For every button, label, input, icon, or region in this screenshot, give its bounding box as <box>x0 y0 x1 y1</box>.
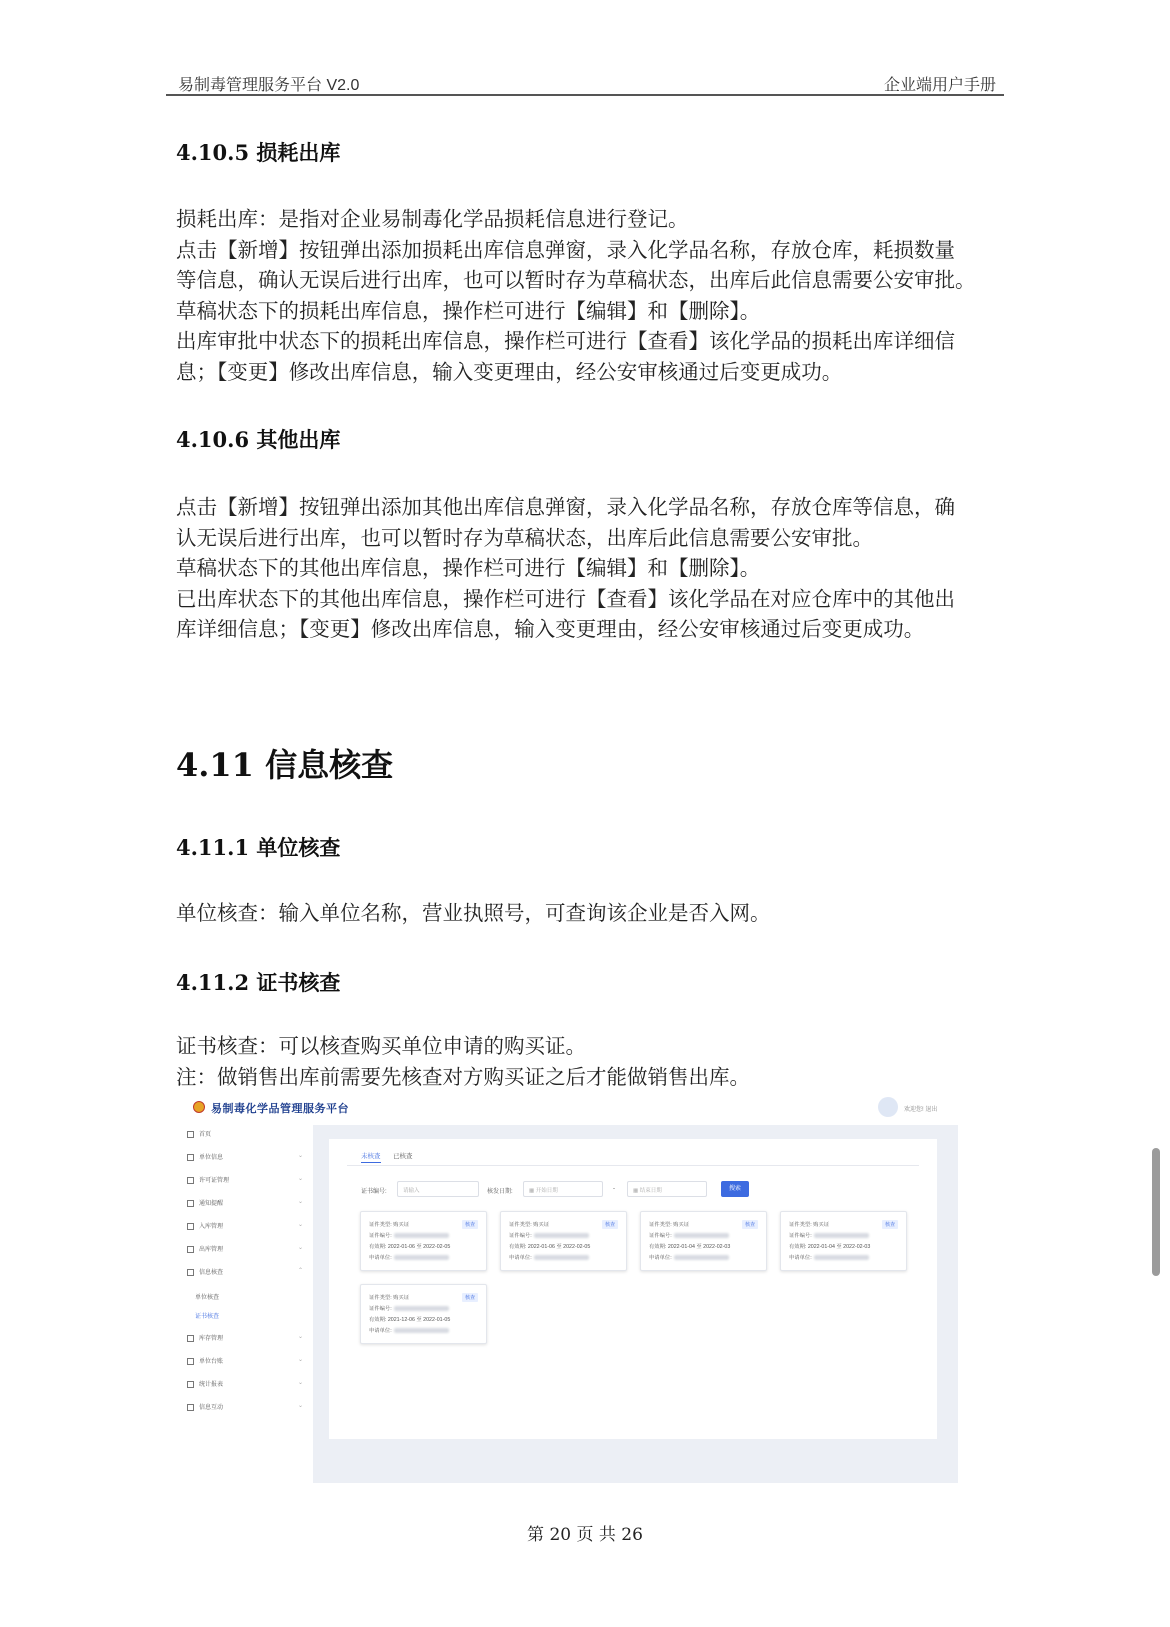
date-dash: - <box>613 1186 615 1192</box>
cert-card <box>360 1284 487 1344</box>
stock-icon <box>187 1335 194 1342</box>
cert-card <box>360 1211 487 1271</box>
calendar-icon: ▦ <box>529 1188 536 1194</box>
cert-unit: 申请单位: <box>369 1326 449 1334</box>
cert-no-label: 证书编号: <box>361 1189 387 1195</box>
app-topbar <box>183 1093 958 1125</box>
sidebar-item-label: 信息核查 <box>199 1270 224 1276</box>
sidebar-item-label: 单位信息 <box>199 1155 224 1161</box>
paragraph-line: 草稿状态下的损耗出库信息，操作栏可进行【编辑】和【删除】。 <box>176 298 761 323</box>
section-body-4-11-2 <box>176 1031 996 1092</box>
paragraph-line: 点击【新增】按钮弹出添加损耗出库信息弹窗，录入化学品名称，存放仓库，耗损数量 <box>176 237 955 262</box>
paragraph-line: 库详细信息；【变更】修改出库信息，输入变更理由，经公安审核通过后变更成功。 <box>176 617 925 641</box>
paragraph-line: 证书核查：可以核查购买单位申请的购买证。 <box>176 1034 586 1058</box>
paragraph-line: 等信息，确认无误后进行出库，也可以暂时存为草稿状态，出库后此信息需要公安审批。 <box>176 268 976 292</box>
outbound-icon <box>187 1246 194 1253</box>
sidebar-sub-cert-check: 证书核查 <box>195 1314 220 1320</box>
tab-unchecked: 未核查 <box>361 1151 381 1163</box>
cert-card <box>640 1211 767 1271</box>
section-heading-4-11-2: 4.11.2 证书核查 <box>176 970 341 995</box>
chat-icon <box>187 1404 194 1411</box>
scrollbar-thumb[interactable] <box>1152 1148 1160 1276</box>
cert-type: 证件类型: 购买证 <box>509 1222 550 1228</box>
doc-subtitle: 企业端用户手册 <box>883 77 996 94</box>
section-body-4-10-5 <box>176 204 996 387</box>
cert-no: 证件编号: <box>369 1304 449 1312</box>
chevron-down-icon: ⌄ <box>297 1380 303 1386</box>
status-badge: 核查 <box>742 1220 758 1229</box>
chevron-down-icon: ⌄ <box>297 1199 303 1205</box>
sidebar-item-license <box>187 1175 309 1187</box>
search-button: 搜索 <box>721 1181 749 1197</box>
content-panel <box>329 1139 937 1439</box>
paragraph-line: 损耗出库：是指对企业易制毒化学品损耗信息进行登记。 <box>176 207 689 231</box>
sidebar-item-home <box>187 1129 309 1141</box>
sidebar-item-interact <box>187 1402 309 1414</box>
date-label: 核发日期: <box>487 1189 513 1195</box>
section-heading-4-10-6: 4.10.6 其他出库 <box>176 427 341 452</box>
cert-card <box>500 1211 627 1271</box>
paragraph-line: 已出库状态下的其他出库信息，操作栏可进行【查看】该化学品在对应仓库中的其他出 <box>176 586 955 611</box>
paragraph-line: 息；【变更】修改出库信息，输入变更理由，经公安审核通过后变更成功。 <box>176 359 843 384</box>
sidebar-item-stock <box>187 1333 309 1345</box>
sidebar-item-label: 出库管理 <box>199 1247 224 1253</box>
inbound-icon <box>187 1223 194 1230</box>
sidebar-item-label: 单位台账 <box>199 1359 224 1365</box>
chevron-down-icon: ⌄ <box>297 1357 303 1363</box>
calendar-icon: ▦ <box>633 1188 640 1194</box>
section-heading-4-11: 4.11 信息核查 <box>176 746 394 784</box>
chevron-down-icon: ⌄ <box>297 1153 303 1159</box>
avatar <box>878 1097 898 1117</box>
cert-valid: 有效期: 2021-12-06 至 2022-01-05 <box>369 1317 451 1323</box>
sidebar-item-label: 入库管理 <box>199 1224 224 1230</box>
police-badge-icon <box>193 1101 205 1113</box>
paragraph-line: 单位核查：输入单位名称，营业执照号，可查询该企业是否入网。 <box>176 901 771 925</box>
paragraph-line: 草稿状态下的其他出库信息，操作栏可进行【编辑】和【删除】。 <box>176 556 761 580</box>
cert-no: 证件编号: <box>649 1231 729 1239</box>
sidebar-item-label: 许可证管理 <box>199 1178 230 1184</box>
chevron-down-icon: ⌄ <box>297 1403 303 1409</box>
home-icon <box>187 1131 194 1138</box>
ledger-icon <box>187 1358 194 1365</box>
end-date-placeholder: 结束日期 <box>639 1188 662 1194</box>
check-icon <box>187 1269 194 1276</box>
chevron-down-icon: ⌄ <box>297 1334 303 1340</box>
cert-no-input: 请输入 <box>397 1181 479 1197</box>
sidebar-item-report <box>187 1379 309 1391</box>
sidebar-item-unit-info <box>187 1152 309 1164</box>
sidebar-item-notify <box>187 1198 309 1210</box>
cert-valid: 有效期: 2022-01-04 至 2022-02-03 <box>649 1244 731 1250</box>
sidebar-sub-unit-check: 单位核查 <box>195 1295 220 1301</box>
sidebar-item-ledger <box>187 1356 309 1368</box>
cert-type: 证件类型: 购买证 <box>789 1222 830 1228</box>
paragraph-line: 注：做销售出库前需要先核查对方购买证之后才能做销售出库。 <box>176 1064 750 1089</box>
cert-type: 证件类型: 购买证 <box>649 1222 690 1228</box>
cert-type: 证件类型: 购买证 <box>369 1222 410 1228</box>
chevron-down-icon: ⌄ <box>297 1245 303 1251</box>
chart-icon <box>187 1381 194 1388</box>
sidebar-item-label: 通知提醒 <box>199 1201 224 1207</box>
license-icon <box>187 1177 194 1184</box>
section-heading-4-10-5: 4.10.5 损耗出库 <box>176 140 341 165</box>
cert-no: 证件编号: <box>789 1231 869 1239</box>
page-number: 第 20 页 共 26 <box>527 1525 643 1545</box>
sidebar-item-label: 库存管理 <box>199 1336 224 1342</box>
chevron-down-icon: ⌄ <box>297 1176 303 1182</box>
paragraph-line: 出库审批中状态下的损耗出库信息，操作栏可进行【查看】该化学品的损耗出库详细信 <box>176 329 955 353</box>
start-date-placeholder: 开始日期 <box>535 1188 558 1194</box>
cert-unit: 申请单位: <box>649 1253 729 1261</box>
status-badge: 核查 <box>882 1220 898 1229</box>
cert-no: 证件编号: <box>369 1231 449 1239</box>
page-header <box>166 62 1004 96</box>
section-heading-4-11-1: 4.11.1 单位核查 <box>176 835 341 860</box>
sidebar-item-info-check <box>187 1267 309 1279</box>
end-date-input <box>627 1181 707 1197</box>
user-area <box>878 1097 958 1119</box>
cert-type: 证件类型: 购买证 <box>369 1295 410 1301</box>
cert-no: 证件编号: <box>509 1231 589 1239</box>
chevron-down-icon: ⌄ <box>297 1222 303 1228</box>
start-date-input <box>523 1181 603 1197</box>
chevron-up-icon: ⌃ <box>297 1268 303 1274</box>
section-body-4-10-6 <box>176 492 996 645</box>
sidebar-item-inbound <box>187 1221 309 1233</box>
user-text: 欢迎您! 退出 <box>904 1107 938 1113</box>
sidebar-item-label: 首页 <box>199 1132 212 1138</box>
cert-valid: 有效期: 2022-01-04 至 2022-02-03 <box>789 1244 871 1250</box>
app-main <box>313 1125 958 1483</box>
sidebar-item-label: 信息互动 <box>199 1405 224 1411</box>
app-title: 易制毒化学品管理服务平台 <box>211 1103 349 1115</box>
section-body-4-11-1 <box>176 898 996 929</box>
bell-icon <box>187 1200 194 1207</box>
cert-unit: 申请单位: <box>369 1253 449 1261</box>
cert-card <box>780 1211 907 1271</box>
cert-valid: 有效期: 2022-01-06 至 2022-02-05 <box>509 1244 591 1250</box>
tab-checked: 已核查 <box>393 1153 413 1160</box>
paragraph-line: 认无误后进行出库，也可以暂时存为草稿状态，出库后此信息需要公安审批。 <box>176 525 873 550</box>
sidebar-item-label: 统计报表 <box>199 1382 224 1388</box>
status-badge: 核查 <box>602 1220 618 1229</box>
doc-title: 易制毒管理服务平台 V2.0 <box>178 77 360 94</box>
building-icon <box>187 1154 194 1161</box>
sidebar-item-outbound <box>187 1244 309 1256</box>
cert-unit: 申请单位: <box>789 1253 869 1261</box>
tab-divider <box>347 1165 919 1166</box>
status-badge: 核查 <box>462 1220 478 1229</box>
cert-valid: 有效期: 2022-01-06 至 2022-02-05 <box>369 1244 451 1250</box>
embedded-screenshot <box>183 1093 958 1483</box>
app-sidebar <box>183 1125 313 1483</box>
status-badge: 核查 <box>462 1293 478 1302</box>
paragraph-line: 点击【新增】按钮弹出添加其他出库信息弹窗，录入化学品名称，存放仓库等信息，确 <box>176 495 955 519</box>
cert-unit: 申请单位: <box>509 1253 589 1261</box>
